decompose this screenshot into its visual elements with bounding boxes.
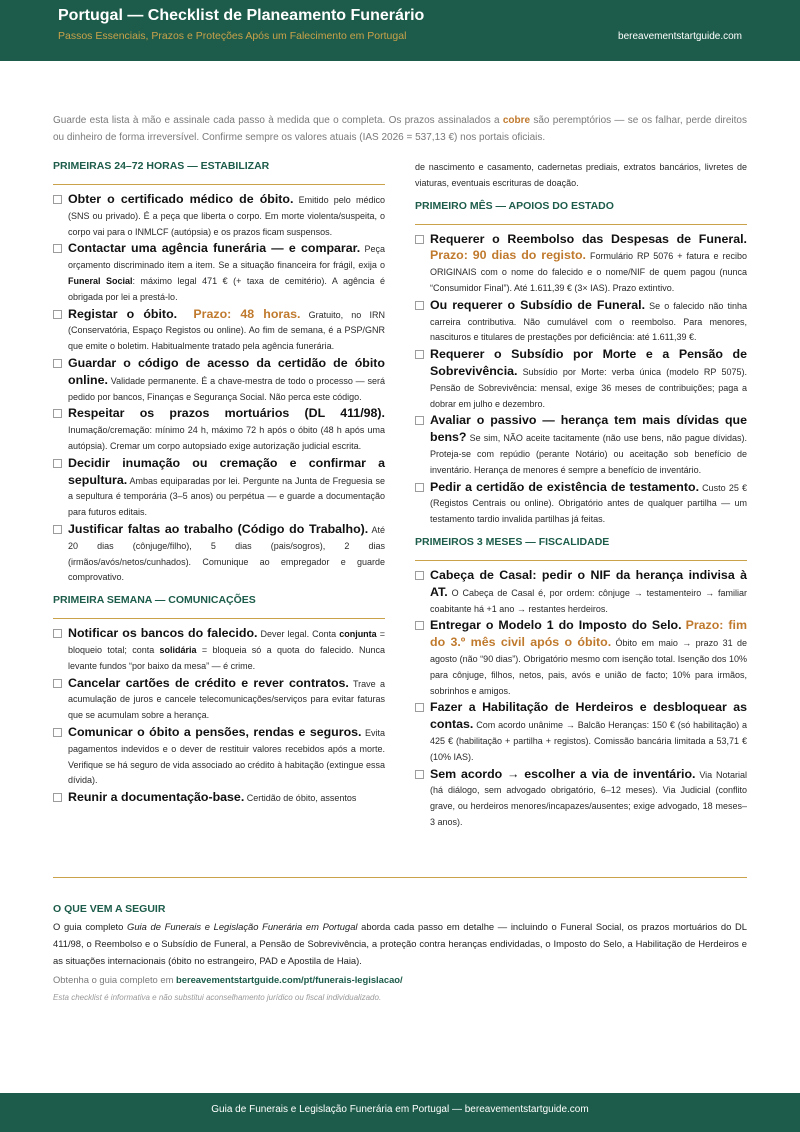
- item-body: Peça orçamento discriminado item a item. Se a situação financeira for frágil, exija o: [68, 244, 385, 271]
- checkbox[interactable]: [53, 679, 62, 688]
- item-heading: Entregar o Modelo 1 do Imposto do Selo.: [430, 618, 682, 633]
- checkbox[interactable]: [415, 621, 424, 630]
- checkbox[interactable]: [415, 301, 424, 310]
- item-body: Emitido pelo médico (SNS ou privado). É a peça que liberta o corpo. Em morte violenta/suspeita, o corpo vai para o INMLCF (autópsia) e os prazos ficam suspensos.: [68, 195, 386, 237]
- next-steps-section: [53, 903, 747, 1006]
- item-body: Óbito em maio → prazo 31 de agosto (não “90 dias”). Obrigatório mesmo com isenção total. Isenção dos 10% para cônjuge, filhos, netos, pais, avós e união de facto; 10% para irmãos, sobrinhos e amigos.: [430, 638, 747, 696]
- item-heading: Justificar faltas ao trabalho (Código do Trabalho).: [68, 521, 369, 536]
- item-heading: Sem acordo → escolher a via de inventário.: [430, 766, 696, 781]
- item-body: Dever legal. Conta: [257, 629, 340, 640]
- checklist-item[interactable]: [53, 192, 385, 240]
- checklist-item[interactable]: [53, 790, 385, 807]
- checkbox[interactable]: [53, 525, 62, 534]
- checkbox[interactable]: [415, 571, 424, 580]
- next-steps-title: O QUE VEM A SEGUIR: [53, 903, 166, 915]
- item-heading: Pedir a certidão de existência de testamento.: [430, 479, 700, 494]
- page-title: Portugal — Checklist de Planeamento Funerário: [58, 7, 425, 24]
- checklist-item[interactable]: [415, 347, 747, 412]
- item-heading: Ou requerer o Subsídio de Funeral.: [430, 297, 646, 312]
- checklist-item[interactable]: [53, 522, 385, 586]
- checkbox[interactable]: [53, 459, 62, 468]
- item-body: Se o falecido não tinha carreira contributiva. Não cumulável com o reembolso. Para menores, nascituros e titulares de prestações por deficiência: até 1.611,39 €.: [430, 300, 747, 343]
- next-steps-body: [53, 918, 747, 969]
- left-column: [53, 160, 385, 808]
- item-heading: Cabeça de Casal: pedir o NIF da herança indivisa à AT.: [430, 567, 747, 599]
- checklist-item[interactable]: [53, 241, 385, 305]
- item-heading: Obter o certificado médico de óbito.: [68, 192, 294, 206]
- item-deadline: Prazo: 90 dias do registo.: [430, 248, 587, 263]
- item-bold: solidária: [159, 644, 197, 655]
- section-title: PRIMEIRA SEMANA — COMUNICAÇÕES: [53, 594, 385, 619]
- guide-title: Guia de Funerais e Legislação Funerária em Portugal: [127, 921, 358, 932]
- checkbox[interactable]: [53, 629, 62, 638]
- intro-text-1: Guarde esta lista à mão e assinale cada passo à medida que o completa. Os prazos assinalados a: [53, 115, 503, 126]
- right-column: [415, 160, 747, 832]
- checkbox[interactable]: [53, 793, 62, 802]
- item-body: Ambas equiparadas por lei. Pergunte na Junta de Freguesia se a sepultura é temporária (3–5 anos) ou perpétua — e guarde a documentação para futuros editais.: [68, 475, 385, 518]
- section-title: PRIMEIRAS 24–72 HORAS — ESTABILIZAR: [53, 160, 385, 185]
- item-continuation: de nascimento e casamento, cadernetas prediais, extratos bancários, livretes de viaturas, eventuais escrituras de doação.: [415, 162, 747, 188]
- checkbox[interactable]: [415, 703, 424, 712]
- checkbox[interactable]: [53, 310, 62, 319]
- item-body: = bloqueio total; conta: [68, 629, 385, 655]
- page-subtitle: Passos Essenciais, Prazos e Proteções Após um Falecimento em Portugal: [58, 30, 407, 42]
- page-header: [0, 0, 800, 61]
- checklist-item[interactable]: [53, 307, 385, 355]
- checklist-item[interactable]: [53, 356, 385, 405]
- item-heading: Requerer o Reembolso das Despesas de Funeral.: [430, 231, 747, 246]
- item-body: Gratuito, no IRN (Conservatória, Espaço Registos ou online). Ao fim de semana, é a PSP/GNR que emite o boletim. Habitualmente tratado pela agência funerária.: [68, 309, 385, 352]
- next-text-1: O guia completo: [53, 921, 128, 932]
- item-body: Subsídio por Morte: verba única (modelo RP 5075). Pensão de Sobrevivência: mensal, exige 36 meses de contribuições; paga a dobrar em julho e dezembro.: [430, 366, 747, 409]
- item-heading: Registar o óbito.: [68, 306, 178, 321]
- link-prefix: Obtenha o guia completo em: [53, 974, 176, 985]
- guide-link-line: [53, 971, 747, 988]
- item-body: Evita pagamentos indevidos e o dever de restituir valores recebidos após a morte. Verifique se há seguro de vida associado ao crédito à habitação (extingue essa dívida).: [68, 727, 385, 786]
- next-text-2: aborda cada passo em detalhe — incluindo o Funeral Social, os prazos mortuários do DL 411/98, o Reembolso e o Subsídio de Funeral, a Pensão de Sobrevivência, a proteção contra heranças endividadas, o Imposto do Selo, a Habilitação de Herdeiros e as situações internacionais (óbito no estrangeiro, PAD e Apostila de Haia).: [53, 921, 747, 966]
- disclaimer: Esta checklist é informativa e não substitui aconselhamento jurídico ou fiscal individualizado.: [53, 993, 382, 1002]
- item-heading: Comunicar o óbito a pensões, rendas e seguros.: [68, 724, 362, 739]
- section-title: PRIMEIROS 3 MESES — FISCALIDADE: [415, 536, 747, 561]
- section-divider: [53, 877, 747, 878]
- intro-accent: cobre: [502, 115, 531, 126]
- item-heading: Decidir inumação ou cremação e confirmar a sepultura.: [68, 455, 385, 487]
- intro-text-2: são peremptórios — se os falhar, perde direitos ou dinheiro de forma irreversível. Confirme sempre os valores atuais (IAS 2026 = 537,13 €) nos portais oficiais.: [53, 115, 747, 143]
- checkbox[interactable]: [415, 416, 424, 425]
- checklist-item[interactable]: [415, 480, 747, 528]
- checklist-item[interactable]: [415, 767, 747, 831]
- guide-link[interactable]: bereavementstartguide.com/pt/funerais-legislacao/: [176, 974, 403, 985]
- item-heading: Avaliar o passivo — herança tem mais dívidas que bens?: [430, 413, 747, 445]
- checklist-item[interactable]: [53, 676, 385, 724]
- checkbox[interactable]: [53, 195, 62, 204]
- item-heading: Notificar os bancos do falecido.: [68, 626, 258, 641]
- item-body: Com acordo unânime → Balcão Heranças: 150 € (só habilitação) a 425 € (habilitação + partilha + registos). Comissão bancária limitada a 53,71 € (10% IAS).: [430, 720, 747, 762]
- checklist-item[interactable]: [53, 456, 385, 521]
- checklist-item[interactable]: [53, 626, 385, 674]
- item-body: Inumação/cremação: mínimo 24 h, máximo 72 h após o óbito (48 h após uma autópsia). Cremar um corpo autopsiado exige autorização judicial escrita.: [68, 425, 385, 451]
- item-heading: Reunir a documentação-base.: [68, 790, 245, 805]
- item-body: Se sim, NÃO aceite tacitamente (não use bens, não pague dívidas). Proteja-se com repúdio (perante Notário) ou aceitação sob benefício de inventário. Herança de menores é sempre a benefício de inventário.: [430, 433, 747, 475]
- checkbox[interactable]: [415, 483, 424, 492]
- checklist-item[interactable]: [415, 568, 747, 617]
- item-body: O Cabeça de Casal é, por ordem: cônjuge → testamenteiro → familiar coabitante há +1 ano → restantes herdeiros.: [430, 587, 747, 614]
- checklist-item[interactable]: [415, 413, 747, 478]
- checklist-item[interactable]: [53, 406, 385, 454]
- item-deadline: Prazo: 48 horas.: [193, 306, 301, 321]
- checklist-item[interactable]: [415, 700, 747, 765]
- checkbox[interactable]: [415, 235, 424, 244]
- item-body: : máximo legal 471 € (+ taxa de cemitério). A agência é obrigada por lei a prestá-lo.: [68, 275, 385, 302]
- checkbox[interactable]: [415, 350, 424, 359]
- item-bold: Funeral Social: [68, 275, 133, 286]
- item-deadline: Prazo: fim do 3.º mês civil após o óbito.: [430, 618, 747, 650]
- item-bold: conjunta: [339, 629, 377, 640]
- item-heading: Contactar uma agência funerária — e comparar.: [68, 241, 361, 256]
- checklist-item[interactable]: [53, 725, 385, 789]
- item-heading: Fazer a Habilitação de Herdeiros e desbloquear as contas.: [430, 700, 747, 732]
- intro-paragraph: [53, 112, 747, 146]
- item-body: Trave a acumulação de juros e cancele telecomunicações/serviços para evitar faturas que se acumulam sobre a herança.: [68, 678, 385, 721]
- checklist-item[interactable]: [415, 232, 747, 297]
- item-body: Até 20 dias (cônjuge/filho), 5 dias (pais/sogros), 2 dias (irmãos/avós/netos/cunhados). Comunique ao empregador e guarde comprovativo.: [68, 524, 386, 583]
- item-heading: Cancelar cartões de crédito e rever contratos.: [68, 675, 349, 690]
- item-body: Via Notarial (há diálogo, sem advogado obrigatório, 6–12 meses). Via Judicial (conflito grave, ou herdeiros menores/incapazes/ausentes; exige advogado, 18 meses–3 anos).: [430, 769, 748, 827]
- item-heading: Guardar o código de acesso da certidão de óbito online.: [68, 355, 385, 387]
- item-body: Custo 25 € (Registos Centrais ou online). Obrigatório antes de qualquer partilha — um testamento tardio invalida partilhas já feitas.: [430, 482, 748, 525]
- checklist-item[interactable]: [415, 618, 747, 699]
- checklist-item[interactable]: [415, 298, 747, 346]
- item-body: Formulário RP 5076 + fatura e recibo ORIGINAIS com o nome do falecido e o nome/NIF de quem pagou (nunca “Consumidor Final”). Até 1.611,39 € (3× IAS). Prazo extintivo.: [430, 251, 747, 293]
- item-body: Validade permanente. É a chave-mestra de todo o processo — será pedido por bancos, Finanças e Segurança Social. Não perca este código.: [68, 375, 385, 402]
- checkbox[interactable]: [53, 244, 62, 253]
- checkbox[interactable]: [53, 409, 62, 418]
- item-heading: Requerer o Subsídio por Morte e a Pensão de Sobrevivência.: [430, 347, 747, 378]
- section-title: PRIMEIRO MÊS — APOIOS DO ESTADO: [415, 200, 747, 225]
- checkbox[interactable]: [415, 770, 424, 779]
- item-heading: Respeitar os prazos mortuários (DL 411/98).: [68, 406, 385, 421]
- checkbox[interactable]: [53, 359, 62, 368]
- page-footer: Guia de Funerais e Legislação Funerária em Portugal — bereavementstartguide.com: [0, 1093, 800, 1132]
- item-body: Certidão de óbito, assentos: [244, 793, 357, 804]
- item-body: = bloqueia só a quota do falecido. Nunca levante fundos “por baixo da mesa” — é crime.: [68, 644, 385, 671]
- header-site: bereavementstartguide.com: [618, 31, 742, 42]
- checkbox[interactable]: [53, 728, 62, 737]
